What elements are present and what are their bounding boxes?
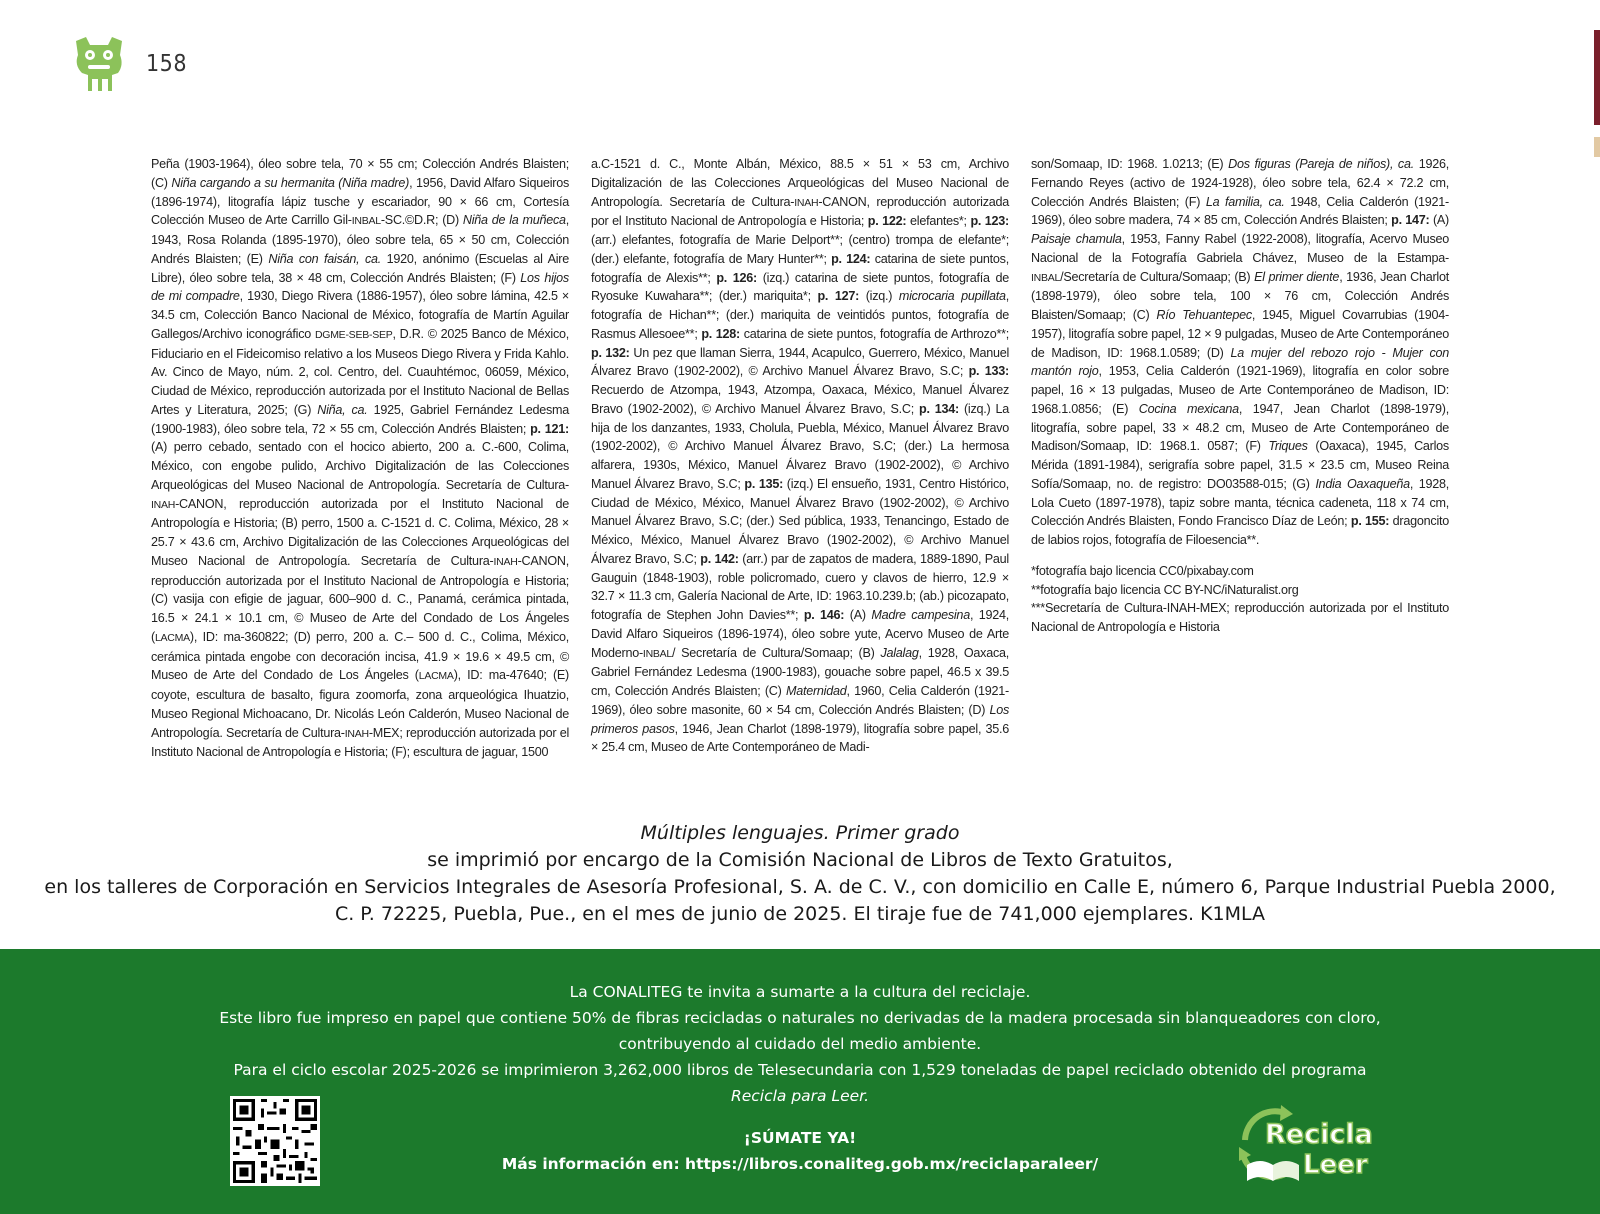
credits-text: a.C-1521 d. C., Monte Albán, México, 88.5 × 51 × 53 cm, Archivo Digitalización de las Colecciones Arqueológicas del Museo Nacional de Antropología. Secretaría de Cultura-INAH-CANON, reproducción autorizada por el Instituto Nacional de Antropología e Historia; p. 122: elefantes*; p. 123: (arr.) elefantes, fotografía de Marie Delport**; (centro) trompa de elefante*; (der.) elefante, fotografía de Mary Hunter**; p. 124: catarina de siete puntos, fotografía de Alexis**; p. 126: (izq.) catarina de siete puntos, fotografía de Ryosuke Kuwahara**; (der.) mariquita*; p. 127: (izq.) microcaria pupillata, fotografía de Hichan**; (der.) mariquita de veintidós puntos, fotografía de Rasmus Allesoee**; p. 128: catarina de siete puntos, fotografía de Arthrozo**; p. 132: Un pez que llaman Sierra, 1944, Acapulco, Guerrero, México, Manuel Álvarez Bravo (1902-2002), © Archivo Manuel Álvarez Bravo, S.C; p. 133: Recuerdo de Atzompa, 1943, Atzompa, Oaxaca, México, Manuel Álvarez Bravo (1902-2002), © Archivo Manuel Álvarez Bravo, S.C; p. 134: (izq.) La hija de los danzantes, 1933, Cholula, Puebla, México, Manuel Álvarez Bravo (1902-2002), © Archivo Manuel Álvarez Bravo, S.C; (der.) La hermosa alfarera, 1930s, México, Manuel Álvarez Bravo (1902-2002), © Archivo Manuel Álvarez Bravo, S.C; p. 135: (izq.) El ensueño, 1931, Centro Histórico, Ciudad de México, México, Manuel Álvarez Bravo (1902-2002), © Archivo Manuel Álvarez Bravo, S.C; (der.) Sed pública, 1933, Tenancingo, Estado de México, México, Manuel Álvarez Bravo (1902-2002), © Archivo Manuel Álvarez Bravo, S.C; p. 142: (arr.) par de zapatos de madera, 1889-1890, Paul Gauguin (1848-1903), roble policromado, cuero y clavos de hierro, 12.9 × 32.7 × 11.3 cm, Galería Nacional de Arte, ID: 1963.10.239.b; (ab.) picozapato, fotografía de Stephen John Davies**; p. 146: (A) Madre campesina, 1924, David Alfaro Siqueiros (1896-1974), óleo sobre yute, Acervo Museo de Arte Moderno-INBAL/ Secretaría de Cultura/Somaap; (B) Jalalag, 1928, Oaxaca, Gabriel Fernández Ledesma (1900-1983), gouache sobre papel, 46.5 x 39.5 cm, Colección Andrés Blaisten; (C) Maternidad, 1960, Celia Calderón (1921-1969), óleo sobre masonite, 60 × 54 cm, Colección Andrés Blaisten; (D) Los primeros pasos, 1946, Jean Charlot (1898-1979), litografía sobre papel, 35.6 × 25.4 cm, Museo de Arte Contemporáneo de Madi-: [591, 157, 1010, 755]
page-header: [72, 34, 187, 94]
license-note: **fotografía bajo licencia CC BY-NC/iNaturalist.org: [1031, 582, 1299, 597]
logo-word-recicla: Recicla: [1265, 1119, 1373, 1150]
credits-columns: [151, 155, 1449, 774]
imprint-block: [0, 820, 1600, 928]
edge-bar-accent: [1594, 137, 1600, 157]
credits-column-1: [151, 155, 569, 774]
footer-line: Para el ciclo escolar 2025-2026 se imprimieron 3,262,000 libros de Telesecundaria con 1,529 toneladas de papel reciclado obtenido del programa: [233, 1061, 1367, 1079]
book-title: Múltiples lenguajes. Primer grado: [640, 822, 960, 844]
program-name: Recicla para Leer.: [730, 1087, 870, 1105]
footer-line: La CONALITEG te invita a sumarte a la cultura del reciclaje.: [569, 983, 1031, 1001]
imprint-line: se imprimió por encargo de la Comisión Nacional de Libros de Texto Gratuitos,: [427, 849, 1173, 871]
license-notes: [1031, 562, 1449, 637]
page-number: 158: [146, 51, 187, 77]
recycle-book-icon: [1225, 1095, 1375, 1190]
credits-column-3: [1031, 155, 1449, 774]
imprint-line: C. P. 72225, Puebla, Pue., en el mes de junio de 2025. El tiraje fue de 741,000 ejemplares. K1MLA: [334, 903, 1266, 925]
license-note: ***Secretaría de Cultura-INAH-MEX; reproducción autorizada por el Instituto Nacional de Antropología e Historia: [1031, 601, 1449, 634]
call-to-action: ¡SÚMATE YA!: [743, 1129, 857, 1147]
logo-word-leer: Leer: [1303, 1150, 1368, 1180]
qr-code-icon[interactable]: [230, 1096, 320, 1186]
credits-text: Peña (1903-1964), óleo sobre tela, 70 × 55 cm; Colección Andrés Blaisten; (C) Niña cargando a su hermanita (Niña madre), 1956, David Alfaro Siqueiros (1896-1974), litografía lápiz tusche y escariador, 90 × 66 cm, Cortesía Colección Museo de Arte Carrillo Gil-INBAL-SC.©D.R; (D) Niña de la muñeca, 1943, Rosa Rolanda (1895-1970), óleo sobre tela, 65 × 50 cm, Colección Andrés Blaisten; (E) Niña con faisán, ca. 1920, anónimo (Escuelas al Aire Libre), óleo sobre tela, 38 × 48 cm, Colección Andrés Blaisten; (F) Los hijos de mi compadre, 1930, Diego Rivera (1886-1957), óleo sobre lámina, 42.5 × 34.5 cm, Colección Banco Nacional de México, fotografía de Martín Aguilar Gallegos/Archivo iconográfico DGME-SEB-SEP, D.R. © 2025 Banco de México, Fiduciario en el Fideicomiso relativo a los Museos Diego Rivera y Frida Kahlo. Av. Cinco de Mayo, núm. 2, col. Centro, del. Cuauhtémoc, 06059, México, Ciudad de México, reproducción autorizada por el Instituto Nacional de Bellas Artes y Literatura, 2025; (G) Niña, ca. 1925, Gabriel Fernández Ledesma (1900-1983), óleo sobre tela, 72 × 55 cm, Colección Andrés Blaisten; p. 121: (A) perro cebado, sentado con el hocico abierto, 200 a. C.-600, Colima, México, con engobe pulido, Archivo Digitalización de las Colecciones Arqueológicas del Museo Nacional de Antropología. Secretaría de Cultura-INAH-CANON, reproducción autorizada por el Instituto Nacional de Antropología e Historia; (B) perro, 1500 a. C-1521 d. C. Colima, México, 28 × 25.7 × 43.6 cm, Archivo Digitalización de las Colecciones Arqueológicas del Museo Nacional de Antropología. Secretaría de Cultura-INAH-CANON, reproducción autorizada por el Instituto Nacional de Antropología e Historia; (C) vasija con efigie de jaguar, 600–900 d. C., Panamá, cerámica pintada, 16.5 × 24.1 × 10.1 cm, © Museo de Arte del Condado de Los Ángeles (LACMA), ID: ma-360822; (D) perro, 200 a. C.– 500 d. C., Colima, México, cerámica pintada engobe con decoración incisa, 41.9 × 19.6 × 49.5 cm, © Museo de Arte del Condado de Los Ángeles (LACMA), ID: ma-47640; (E) coyote, escultura de basalto, figura zoomorfa, zona arqueológica Ihuatzio, Museo Regional Michoacano, Dr. Nicolás León Calderón, Museo Nacional de Antropología. Secretaría de Cultura-INAH-MEX; reproducción autorizada por el Instituto Nacional de Antropología e Historia; (F); escultura de jaguar, 1500: [151, 157, 570, 760]
credits-column-2: [591, 155, 1009, 774]
footer-line: Este libro fue impreso en papel que contiene 50% de fibras recicladas o naturales no derivadas de la madera procesada sin blanqueadores con cloro,: [219, 1009, 1381, 1027]
mexican-glyph-icon: [72, 35, 126, 93]
footer-line: contribuyendo al cuidado del medio ambiente.: [618, 1035, 982, 1053]
edge-bar: [1594, 30, 1600, 125]
recycling-footer: [0, 949, 1600, 1214]
credits-text: son/Somaap, ID: 1968. 1.0213; (E) Dos figuras (Pareja de niños), ca. 1926, Fernando Reyes (activo de 1924-1928), óleo sobre tela, 62.4 × 72.2 cm, Colección Andrés Blaisten; (F) La familia, ca. 1948, Celia Calderón (1921-1969), óleo sobre madera, 74 × 85 cm, Colección Andrés Blaisten; p. 147: (A) Paisaje chamula, 1953, Fanny Rabel (1922-2008), litografía, Acervo Museo Nacional de la Fotografía Gabriela Chávez, Museo de la Estampa-INBAL/Secretaría de Cultura/Somaap; (B) El primer diente, 1936, Jean Charlot (1898-1979), óleo sobre tela, 100 × 76 cm, Colección Andrés Blaisten/Somaap; (C) Río Tehuantepec, 1945, Miguel Covarrubias (1904-1957), litografía sobre papel, 12 × 9 pulgadas, Museo de Arte Contemporáneo de Madison, ID: 1968.1.0589; (D) La mujer del rebozo rojo - Mujer con mantón rojo, 1953, Celia Calderón (1921-1969), litografía en color sobre papel, 16 × 13 pulgadas, Museo de Arte Contemporáneo de Madison, ID: 1968.1.0856; (E) Cocina mexicana, 1947, Jean Charlot (1898-1979), litografía, sobre papel, 33 × 48.2 cm, Museo de Arte Contemporáneo de Madison/Somaap, ID: 1968.1. 0587; (F) Triques (Oaxaca), 1945, Carlos Mérida (1891-1984), serigrafía sobre papel, 31.5 × 23.5 cm, Museo Reina Sofía/Somaap, no. de registro: DO03588-015; (G) India Oaxaqueña, 1928, Lola Cueto (1897-1978), tapiz sobre manta, técnica cadeneta, 118 x 74 cm, Colección Andrés Blaisten, Fondo Francisco Díaz de León; p. 155: dragoncito de labios rojos, fotografía de Filoesencia**.: [1031, 157, 1450, 547]
info-link[interactable]: Más información en: https://libros.conaliteg.gob.mx/reciclaparaleer/: [501, 1155, 1099, 1173]
license-note: *fotografía bajo licencia CC0/pixabay.com: [1031, 563, 1254, 578]
imprint-line: en los talleres de Corporación en Servicios Integrales de Asesoría Profesional, S. A. de C. V., con domicilio en Calle E, número 6, Parque Industrial Puebla 2000,: [44, 876, 1556, 898]
